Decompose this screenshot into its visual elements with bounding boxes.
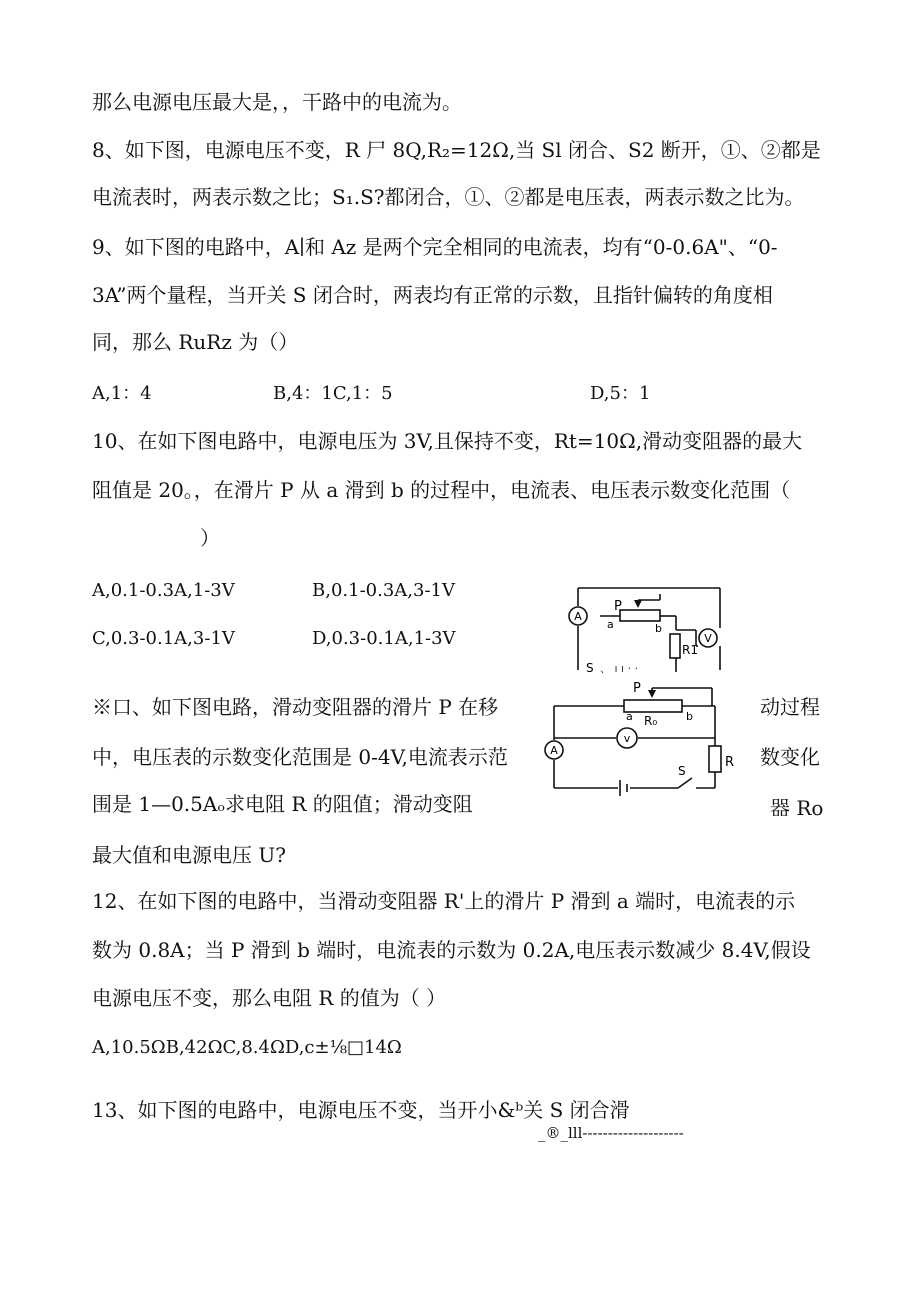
q9-option-d: D,5：1 <box>590 383 651 404</box>
q9-option-a: A,1：4 <box>92 383 152 404</box>
svg-text:a: a <box>626 710 633 723</box>
q9-option-bc: B,4：1C,1：5 <box>273 383 393 404</box>
question-11-line-3: 围是 1—0.5Aₒ求电阻 R 的阻值；滑动变阻 <box>92 792 473 816</box>
svg-text:S: S <box>586 661 594 675</box>
question-13-line-1: 13、如下图的电路中，电源电压不变，当开小&ᵇ关 S 闭合滑 <box>92 1098 630 1122</box>
svg-text:S: S <box>678 764 686 778</box>
svg-text:b: b <box>655 622 662 635</box>
ammeter-icon <box>545 741 563 759</box>
circuit-figure-1 <box>560 580 730 680</box>
voltmeter-icon <box>617 728 637 748</box>
svg-text:a: a <box>607 618 614 631</box>
q10-option-c: C,0.3-0.1A,3-1V <box>92 628 235 649</box>
voltmeter-icon <box>699 629 717 647</box>
svg-text:、 ı ı · ·: 、 ı ı · · <box>600 662 639 675</box>
q10-option-a: A,0.1-0.3A,1-3V <box>92 580 235 601</box>
question-11-line-4: 最大值和电源电压 U? <box>92 843 286 867</box>
question-12-line-2: 数为 0.8A；当 P 滑到 b 端时，电流表的示数为 0.2A,电压表示数减少 8.4V,假设 <box>92 938 811 962</box>
svg-text:v: v <box>623 732 631 745</box>
question-8-line-1: 8、如下图，电源电压不变，R 尸 8Q,R₂=12Ω,当 Sl 闭合、S2 断开，①、②都是 <box>92 138 821 162</box>
svg-text:A: A <box>550 744 558 757</box>
svg-text:V: V <box>704 632 712 645</box>
svg-text:A: A <box>574 610 582 623</box>
svg-text:b: b <box>686 710 693 723</box>
svg-text:R₀: R₀ <box>644 714 658 728</box>
question-12-line-3: 电源电压不变，那么电阻 R 的值为（ ） <box>92 986 447 1010</box>
question-10-line-2: 阻值是 20。，在滑片 P 从 a 滑到 b 的过程中，电流表、电压表示数变化范围（ <box>92 478 791 502</box>
question-9-line-1: 9、如下图的电路中，A∣和 Az 是两个完全相同的电流表，均有“0-0.6A"、“0- <box>92 235 778 259</box>
question-10-line-3: ） <box>200 526 220 550</box>
q10-option-b: B,0.1-0.3A,3-1V <box>312 580 455 601</box>
question-11-line-1-right: 动过程 <box>760 695 820 719</box>
question-9-line-3: 同，那么 RuRz 为（） <box>92 330 299 354</box>
text-line: 那么电源电压最大是，，干路中的电流为。 <box>92 90 462 114</box>
circuit-figure-2 <box>540 676 750 796</box>
ammeter-icon <box>569 607 587 625</box>
question-12-line-1: 12、在如下图的电路中，当滑动变阻器 R'上的滑片 P 滑到 a 端时，电流表的示 <box>92 889 796 913</box>
q12-options: A,10.5ΩB,42ΩC,8.4ΩD,c±⅛□14Ω <box>92 1037 402 1058</box>
svg-text:P: P <box>614 599 622 614</box>
question-10-line-1: 10、在如下图电路中，电源电压为 3V,且保持不变，Rt=10Ω,滑动变阻器的最大 <box>92 429 803 453</box>
question-8-line-2: 电流表时，两表示数之比；S₁.S?都闭合，①、②都是电压表，两表示数之比为。 <box>92 185 805 209</box>
question-11-line-1: ※口、如下图电路，滑动变阻器的滑片 P 在移 <box>92 695 499 719</box>
svg-text:R1: R1 <box>682 643 698 657</box>
question-11-line-2: 中，电压表的示数变化范围是 0-4V,电流表示范 <box>92 745 508 769</box>
question-9-line-2: 3A”两个量程，当开关 S 闭合时，两表均有正常的示数，且指针偏转的角度相 <box>92 283 773 307</box>
q10-option-d: D,0.3-0.1A,1-3V <box>312 628 456 649</box>
svg-text:R: R <box>725 755 735 770</box>
question-11-line-2-right: 数变化 <box>760 745 820 769</box>
question-11-line-3-right: 器 Ro <box>770 796 824 816</box>
svg-text:P: P <box>633 681 641 696</box>
garbled-footer-text: _®_lll-------------------- <box>538 1124 684 1142</box>
